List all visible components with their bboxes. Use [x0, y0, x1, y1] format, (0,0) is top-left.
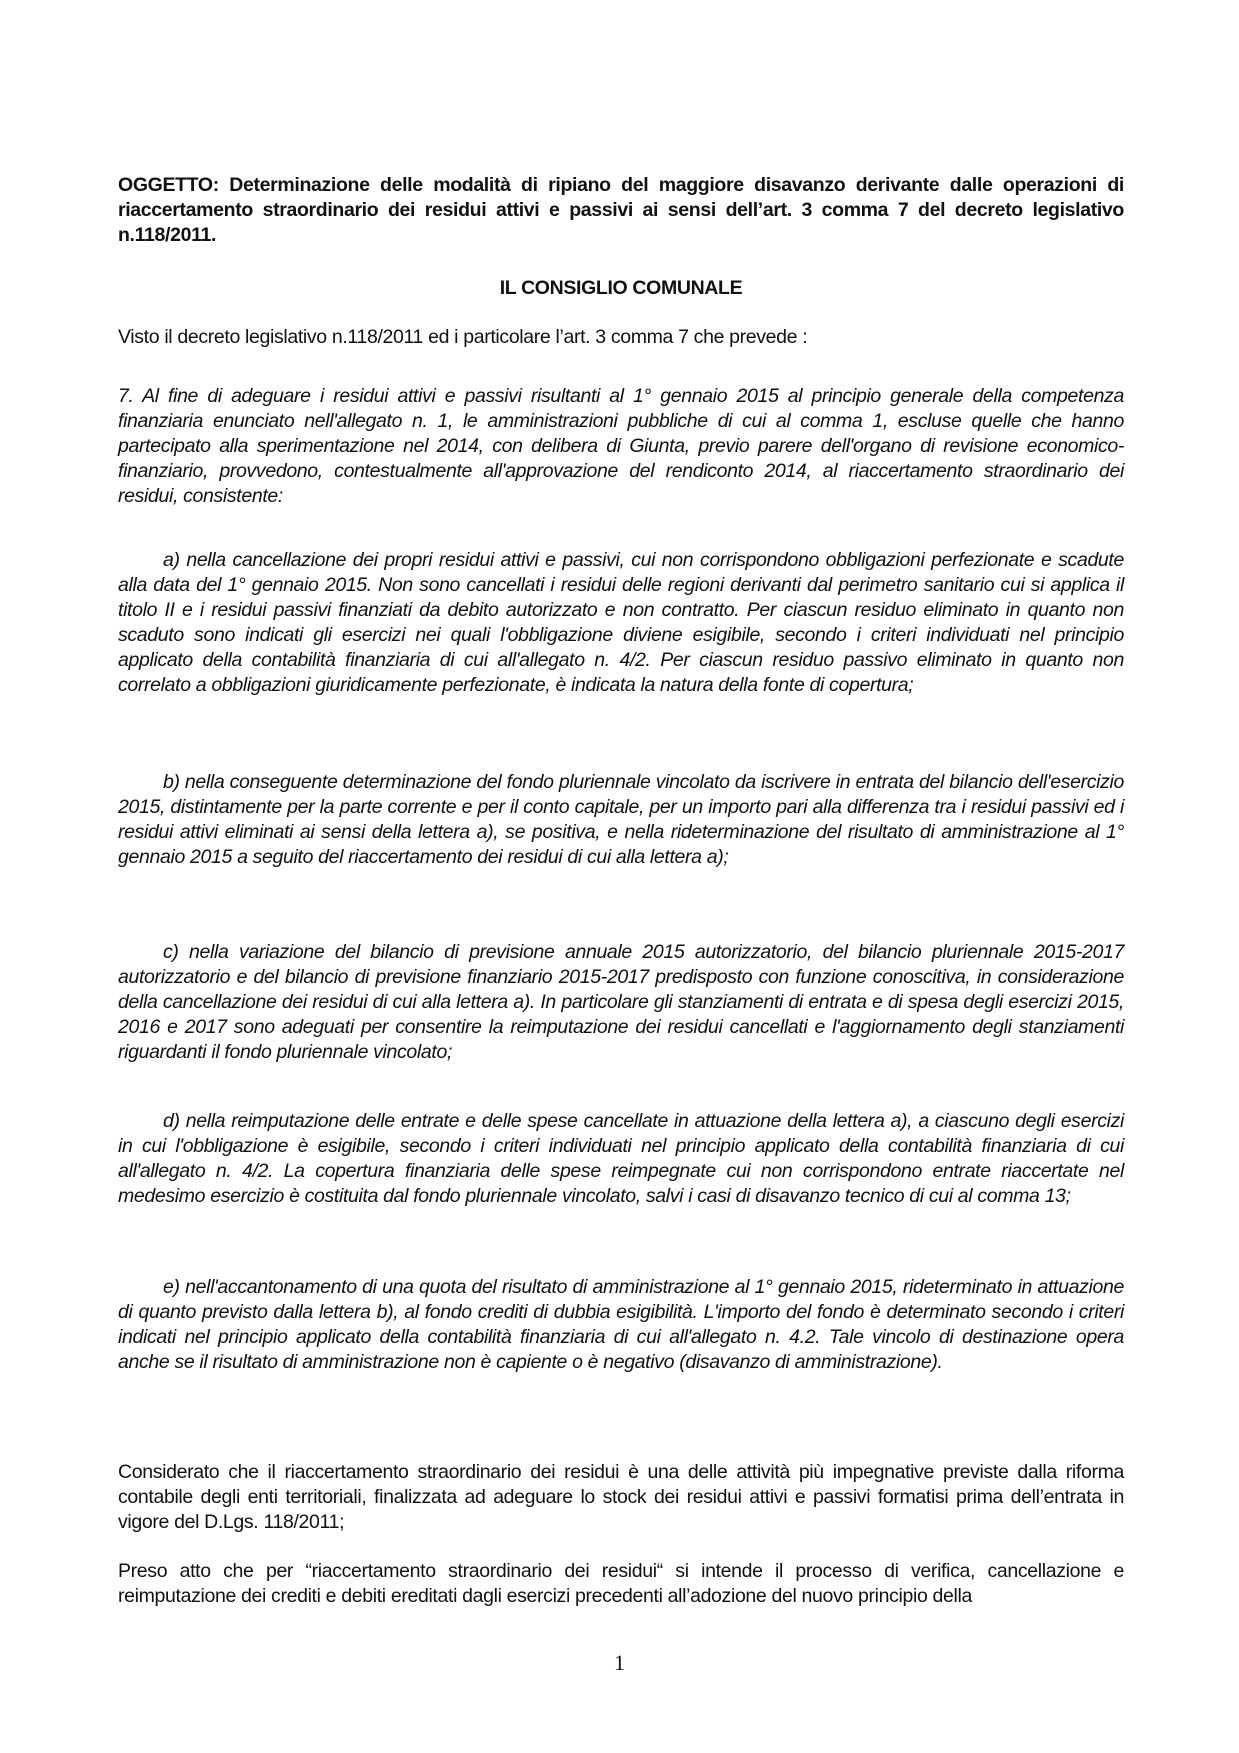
section-heading: IL CONSIGLIO COMUNALE — [499, 277, 743, 299]
page-number: 1 — [614, 1650, 625, 1675]
considerato-paragraph: Considerato che il riaccertamento straordinario dei residui è una delle attività più impegnative previste dalla riforma contabile degli enti territoriali, finalizzata ad adeguare lo stock dei residui attivi e passivi formatisi prima dell’entrata in vigore del D.Lgs. 118/2011; — [118, 1461, 1124, 1533]
comma-7-quote: 7. Al fine di adeguare i residui attivi e passivi risultanti al 1° gennaio 2015 al principio generale della competenza finanziaria enunciato nell'allegato n. 1, le amministrazioni pubbliche di cui al comma 1, escluse quelle che hanno partecipato alla sperimentazione nel 2014, con delibera di Giunta, previo parere dell'organo di revisione economico-finanziario, provvedono, contestualmente all'approvazione del rendiconto 2014, al riaccertamento straordinario dei residui, consistente: — [118, 385, 1124, 507]
subject-paragraph: OGGETTO: Determinazione delle modalità di ripiano del maggiore disavanzo derivante dalle operazioni di riaccertamento straordinario dei residui attivi e passivi ai sensi dell’art. 3 comma 7 del decreto legislativo n.118/2011. — [118, 174, 1124, 246]
visto-paragraph: Visto il decreto legislativo n.118/2011 ed i particolare l’art. 3 comma 7 che prevede : — [118, 326, 808, 348]
list-item-b: b) nella conseguente determinazione del fondo pluriennale vincolato da iscrivere in entrata del bilancio dell'esercizio 2015, distintamente per la parte corrente e per il conto capitale, per un importo pari alla differenza tra i residui passivi ed i residui attivi eliminati ai sensi della lettera a), se positiva, e nella rideterminazione del risultato di amministrazione al 1° gennaio 2015 a seguito del riaccertamento dei residui di cui alla lettera a); — [118, 771, 1124, 868]
list-item-d: d) nella reimputazione delle entrate e delle spese cancellate in attuazione della lettera a), a ciascuno degli esercizi in cui l'obbligazione è esigibile, secondo i criteri individuati nel principio applicato della contabilità finanziaria di cui all'allegato n. 4/2. La copertura finanziaria delle spese reimpegnate cui non corrispondono entrate riaccertate nel medesimo esercizio è costituita dal fondo pluriennale vincolato, salvi i casi di disavanzo tecnico di cui al comma 13; — [118, 1110, 1124, 1207]
preso-atto-paragraph: Preso atto che per “riaccertamento straordinario dei residui“ si intende il processo di verifica, cancellazione e reimputazione dei crediti e debiti ereditati dagli esercizi precedenti all’adozione del nuovo principio della — [118, 1560, 1124, 1607]
list-item-c: c) nella variazione del bilancio di previsione annuale 2015 autorizzatorio, del bilancio pluriennale 2015-2017 autorizzatorio e del bilancio di previsione finanziario 2015-2017 predisposto con funzione conoscitiva, in considerazione della cancellazione dei residui di cui alla lettera a). In particolare gli stanziamenti di entrata e di spesa degli esercizi 2015, 2016 e 2017 sono adeguati per consentire la reimputazione dei residui cancellati e l'aggiornamento degli stanziamenti riguardanti il fondo pluriennale vincolato; — [118, 941, 1124, 1063]
list-item-e: e) nell'accantonamento di una quota del risultato di amministrazione al 1° gennaio 2015, rideterminato in attuazione di quanto previsto dalla lettera b), al fondo crediti di dubbia esigibilità. L'importo del fondo è determinato secondo i criteri indicati nel principio applicato della contabilità finanziaria di cui all'allegato n. 4.2. Tale vincolo di destinazione opera anche se il risultato di amministrazione non è capiente o è negativo (disavanzo di amministrazione). — [118, 1276, 1124, 1373]
list-item-a: a) nella cancellazione dei propri residui attivi e passivi, cui non corrispondono obbligazioni perfezionate e scadute alla data del 1° gennaio 2015. Non sono cancellati i residui delle regioni derivanti dal perimetro sanitario cui si applica il titolo II e i residui passivi finanziati da debito autorizzato e non contratto. Per ciascun residuo eliminato in quanto non scaduto sono indicati gli esercizi nei quali l'obbligazione diviene esigibile, secondo i criteri individuati nel principio applicato della contabilità finanziaria di cui all'allegato n. 4/2. Per ciascun residuo passivo eliminato in quanto non correlato a obbligazioni giuridicamente perfezionate, è indicata la natura della fonte di copertura; — [118, 549, 1124, 696]
